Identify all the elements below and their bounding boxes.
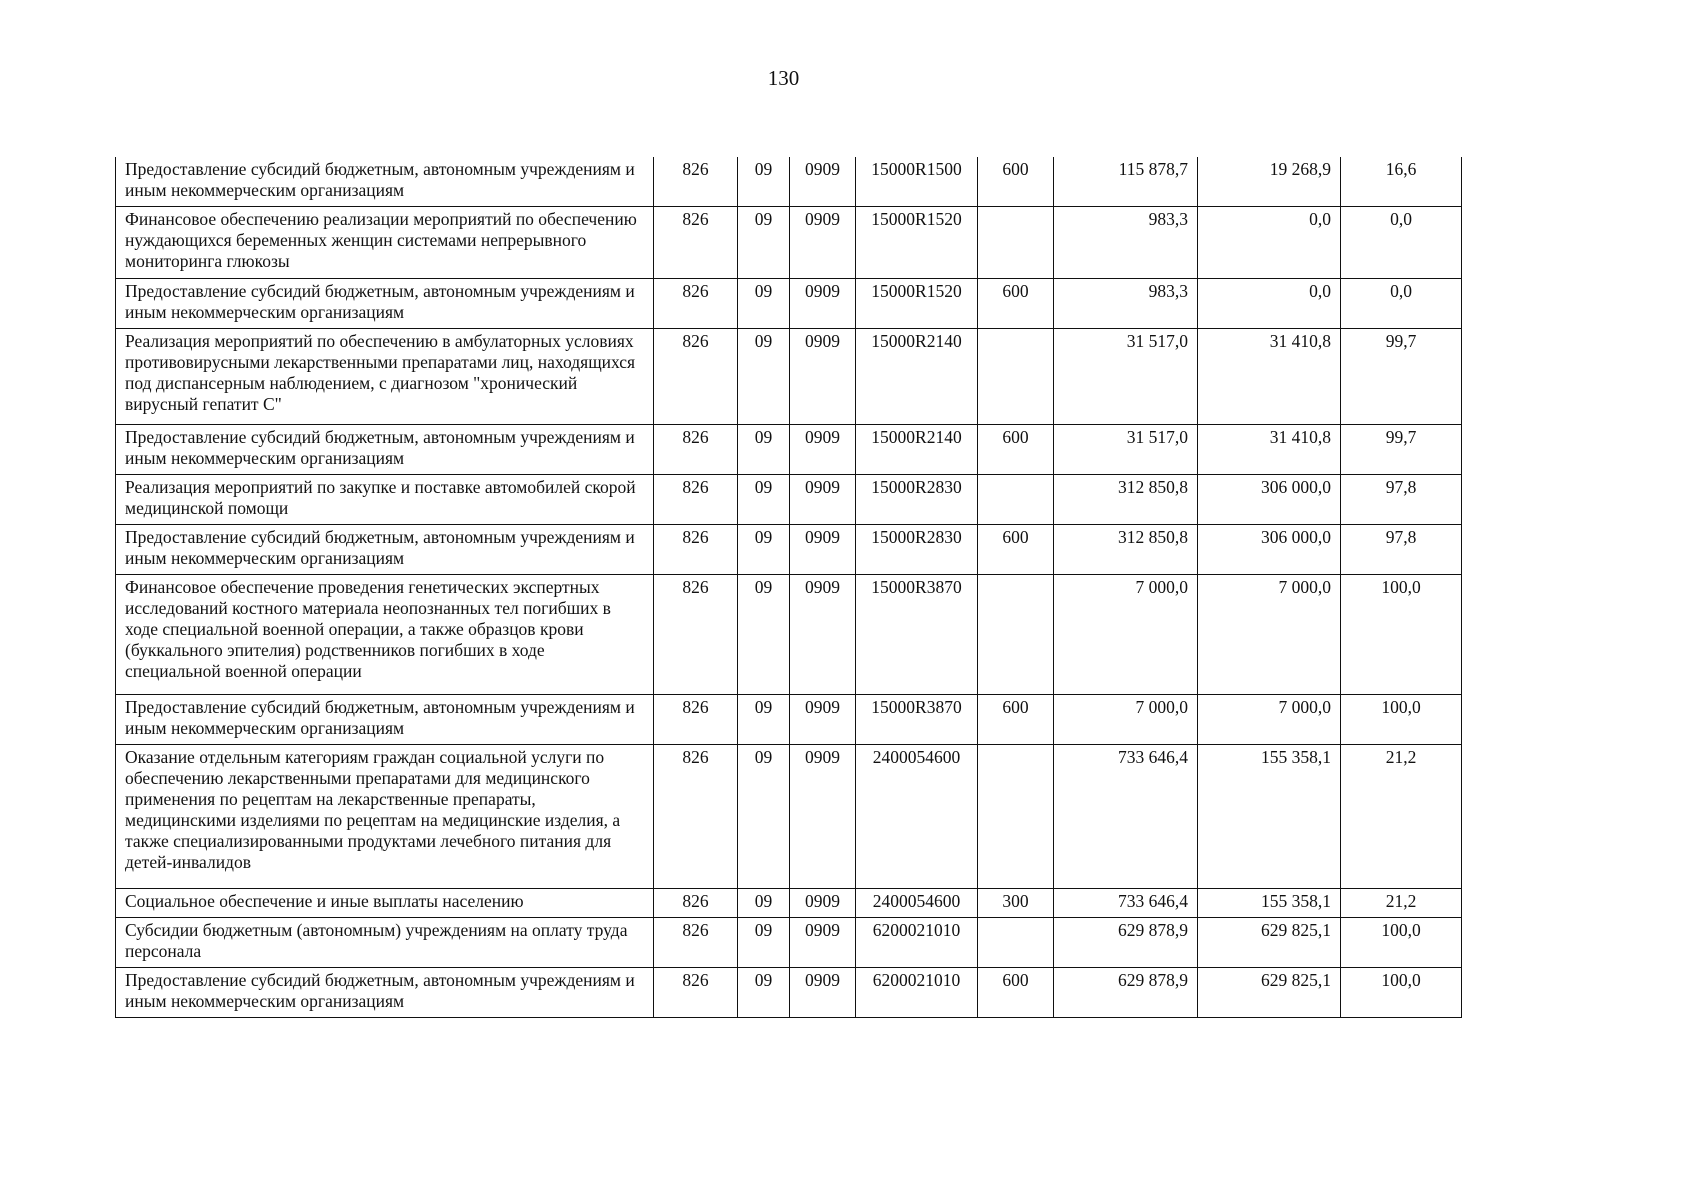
page-number: 130 xyxy=(767,66,800,90)
table-row xyxy=(116,889,1462,918)
cell-actual-amount: 7 000,0 xyxy=(1198,695,1341,745)
cell-grbs: 826 xyxy=(654,968,738,1018)
cell-expense-type: 600 xyxy=(978,425,1054,475)
cell-execution-percent: 100,0 xyxy=(1341,918,1462,968)
cell-planned-amount: 312 850,8 xyxy=(1054,525,1198,575)
cell-execution-percent: 100,0 xyxy=(1341,575,1462,695)
cell-name: Оказание отдельным категориям граждан социальной услуги по обеспечению лекарственными препаратами для медицинского применения по рецептам на лекарственные препараты, медицинскими изделиями по рецептам на медицинские изделия, а также специализированными продуктами лечебного питания для детей-инвалидов xyxy=(116,745,654,889)
cell-actual-amount: 0,0 xyxy=(1198,207,1341,279)
cell-execution-percent: 16,6 xyxy=(1341,157,1462,207)
cell-subsection: 0909 xyxy=(790,968,856,1018)
cell-expense-type xyxy=(978,475,1054,525)
cell-execution-percent: 0,0 xyxy=(1341,279,1462,329)
cell-planned-amount: 983,3 xyxy=(1054,279,1198,329)
cell-actual-amount: 306 000,0 xyxy=(1198,475,1341,525)
cell-section: 09 xyxy=(738,329,790,425)
cell-subsection: 0909 xyxy=(790,695,856,745)
cell-name: Предоставление субсидий бюджетным, автономным учреждениям и иным некоммерческим организациям xyxy=(116,157,654,207)
cell-target-article: 15000R3870 xyxy=(856,695,978,745)
cell-expense-type xyxy=(978,918,1054,968)
table-row xyxy=(116,525,1462,575)
cell-grbs: 826 xyxy=(654,695,738,745)
cell-subsection: 0909 xyxy=(790,575,856,695)
cell-planned-amount: 312 850,8 xyxy=(1054,475,1198,525)
cell-actual-amount: 155 358,1 xyxy=(1198,745,1341,889)
cell-name: Социальное обеспечение и иные выплаты населению xyxy=(116,889,654,918)
table-row xyxy=(116,157,1462,207)
cell-target-article: 15000R1520 xyxy=(856,279,978,329)
table-body xyxy=(116,157,1462,1018)
cell-actual-amount: 31 410,8 xyxy=(1198,329,1341,425)
cell-expense-type: 600 xyxy=(978,968,1054,1018)
table-row xyxy=(116,918,1462,968)
cell-actual-amount: 155 358,1 xyxy=(1198,889,1341,918)
cell-expense-type: 600 xyxy=(978,157,1054,207)
cell-grbs: 826 xyxy=(654,279,738,329)
cell-execution-percent: 97,8 xyxy=(1341,525,1462,575)
cell-execution-percent: 99,7 xyxy=(1341,425,1462,475)
cell-subsection: 0909 xyxy=(790,157,856,207)
cell-target-article: 15000R1500 xyxy=(856,157,978,207)
cell-actual-amount: 7 000,0 xyxy=(1198,575,1341,695)
cell-name: Финансовое обеспечению реализации мероприятий по обеспечению нуждающихся беременных женщин системами непрерывного мониторинга глюкозы xyxy=(116,207,654,279)
cell-name: Предоставление субсидий бюджетным, автономным учреждениям и иным некоммерческим организациям xyxy=(116,695,654,745)
cell-execution-percent: 21,2 xyxy=(1341,889,1462,918)
cell-subsection: 0909 xyxy=(790,918,856,968)
cell-execution-percent: 99,7 xyxy=(1341,329,1462,425)
table-row xyxy=(116,968,1462,1018)
cell-section: 09 xyxy=(738,575,790,695)
cell-section: 09 xyxy=(738,207,790,279)
cell-planned-amount: 983,3 xyxy=(1054,207,1198,279)
cell-planned-amount: 31 517,0 xyxy=(1054,329,1198,425)
cell-section: 09 xyxy=(738,918,790,968)
cell-subsection: 0909 xyxy=(790,475,856,525)
cell-expense-type xyxy=(978,329,1054,425)
cell-name: Реализация мероприятий по закупке и поставке автомобилей скорой медицинской помощи xyxy=(116,475,654,525)
cell-grbs: 826 xyxy=(654,475,738,525)
cell-target-article: 15000R1520 xyxy=(856,207,978,279)
cell-planned-amount: 7 000,0 xyxy=(1054,695,1198,745)
cell-grbs: 826 xyxy=(654,889,738,918)
cell-actual-amount: 31 410,8 xyxy=(1198,425,1341,475)
table-row xyxy=(116,207,1462,279)
cell-grbs: 826 xyxy=(654,207,738,279)
cell-execution-percent: 100,0 xyxy=(1341,968,1462,1018)
cell-target-article: 2400054600 xyxy=(856,889,978,918)
cell-subsection: 0909 xyxy=(790,745,856,889)
cell-expense-type xyxy=(978,207,1054,279)
cell-actual-amount: 0,0 xyxy=(1198,279,1341,329)
cell-section: 09 xyxy=(738,475,790,525)
cell-subsection: 0909 xyxy=(790,329,856,425)
cell-planned-amount: 733 646,4 xyxy=(1054,889,1198,918)
cell-subsection: 0909 xyxy=(790,425,856,475)
cell-planned-amount: 7 000,0 xyxy=(1054,575,1198,695)
cell-section: 09 xyxy=(738,279,790,329)
cell-planned-amount: 115 878,7 xyxy=(1054,157,1198,207)
cell-grbs: 826 xyxy=(654,425,738,475)
cell-expense-type: 300 xyxy=(978,889,1054,918)
table-row xyxy=(116,475,1462,525)
cell-expense-type: 600 xyxy=(978,279,1054,329)
table-row xyxy=(116,745,1462,889)
cell-name: Предоставление субсидий бюджетным, автономным учреждениям и иным некоммерческим организациям xyxy=(116,525,654,575)
cell-expense-type xyxy=(978,575,1054,695)
cell-section: 09 xyxy=(738,968,790,1018)
cell-grbs: 826 xyxy=(654,157,738,207)
cell-execution-percent: 100,0 xyxy=(1341,695,1462,745)
cell-section: 09 xyxy=(738,745,790,889)
cell-expense-type xyxy=(978,745,1054,889)
cell-subsection: 0909 xyxy=(790,279,856,329)
cell-execution-percent: 0,0 xyxy=(1341,207,1462,279)
cell-section: 09 xyxy=(738,695,790,745)
cell-grbs: 826 xyxy=(654,575,738,695)
cell-actual-amount: 19 268,9 xyxy=(1198,157,1341,207)
cell-grbs: 826 xyxy=(654,329,738,425)
cell-grbs: 826 xyxy=(654,745,738,889)
cell-section: 09 xyxy=(738,157,790,207)
cell-name: Предоставление субсидий бюджетным, автономным учреждениям и иным некоммерческим организациям xyxy=(116,279,654,329)
cell-actual-amount: 629 825,1 xyxy=(1198,918,1341,968)
cell-section: 09 xyxy=(738,425,790,475)
cell-planned-amount: 31 517,0 xyxy=(1054,425,1198,475)
cell-expense-type: 600 xyxy=(978,525,1054,575)
cell-execution-percent: 97,8 xyxy=(1341,475,1462,525)
cell-grbs: 826 xyxy=(654,918,738,968)
cell-target-article: 15000R2140 xyxy=(856,329,978,425)
cell-actual-amount: 306 000,0 xyxy=(1198,525,1341,575)
cell-name: Предоставление субсидий бюджетным, автономным учреждениям и иным некоммерческим организациям xyxy=(116,425,654,475)
cell-planned-amount: 733 646,4 xyxy=(1054,745,1198,889)
cell-name: Субсидии бюджетным (автономным) учреждениям на оплату труда персонала xyxy=(116,918,654,968)
cell-subsection: 0909 xyxy=(790,525,856,575)
cell-target-article: 2400054600 xyxy=(856,745,978,889)
cell-target-article: 6200021010 xyxy=(856,918,978,968)
table-row xyxy=(116,425,1462,475)
cell-actual-amount: 629 825,1 xyxy=(1198,968,1341,1018)
cell-planned-amount: 629 878,9 xyxy=(1054,918,1198,968)
cell-subsection: 0909 xyxy=(790,889,856,918)
cell-target-article: 15000R2830 xyxy=(856,525,978,575)
cell-target-article: 15000R2830 xyxy=(856,475,978,525)
budget-table xyxy=(115,157,1462,1018)
cell-section: 09 xyxy=(738,525,790,575)
cell-grbs: 826 xyxy=(654,525,738,575)
cell-expense-type: 600 xyxy=(978,695,1054,745)
cell-name: Предоставление субсидий бюджетным, автономным учреждениям и иным некоммерческим организациям xyxy=(116,968,654,1018)
cell-planned-amount: 629 878,9 xyxy=(1054,968,1198,1018)
cell-name: Реализация мероприятий по обеспечению в амбулаторных условиях противовирусными лекарственными препаратами лиц, находящихся под диспансерным наблюдением, с диагнозом "хронический вирусный гепатит С" xyxy=(116,329,654,425)
cell-target-article: 15000R2140 xyxy=(856,425,978,475)
table-row xyxy=(116,695,1462,745)
cell-target-article: 6200021010 xyxy=(856,968,978,1018)
cell-section: 09 xyxy=(738,889,790,918)
table-row xyxy=(116,329,1462,425)
table-row xyxy=(116,279,1462,329)
cell-subsection: 0909 xyxy=(790,207,856,279)
table-row xyxy=(116,575,1462,695)
cell-execution-percent: 21,2 xyxy=(1341,745,1462,889)
cell-name: Финансовое обеспечение проведения генетических экспертных исследований костного материала неопознанных тел погибших в ходе специальной военной операции, а также образцов крови (буккального эпителия) родственников погибших в ходе специальной военной операции xyxy=(116,575,654,695)
cell-target-article: 15000R3870 xyxy=(856,575,978,695)
